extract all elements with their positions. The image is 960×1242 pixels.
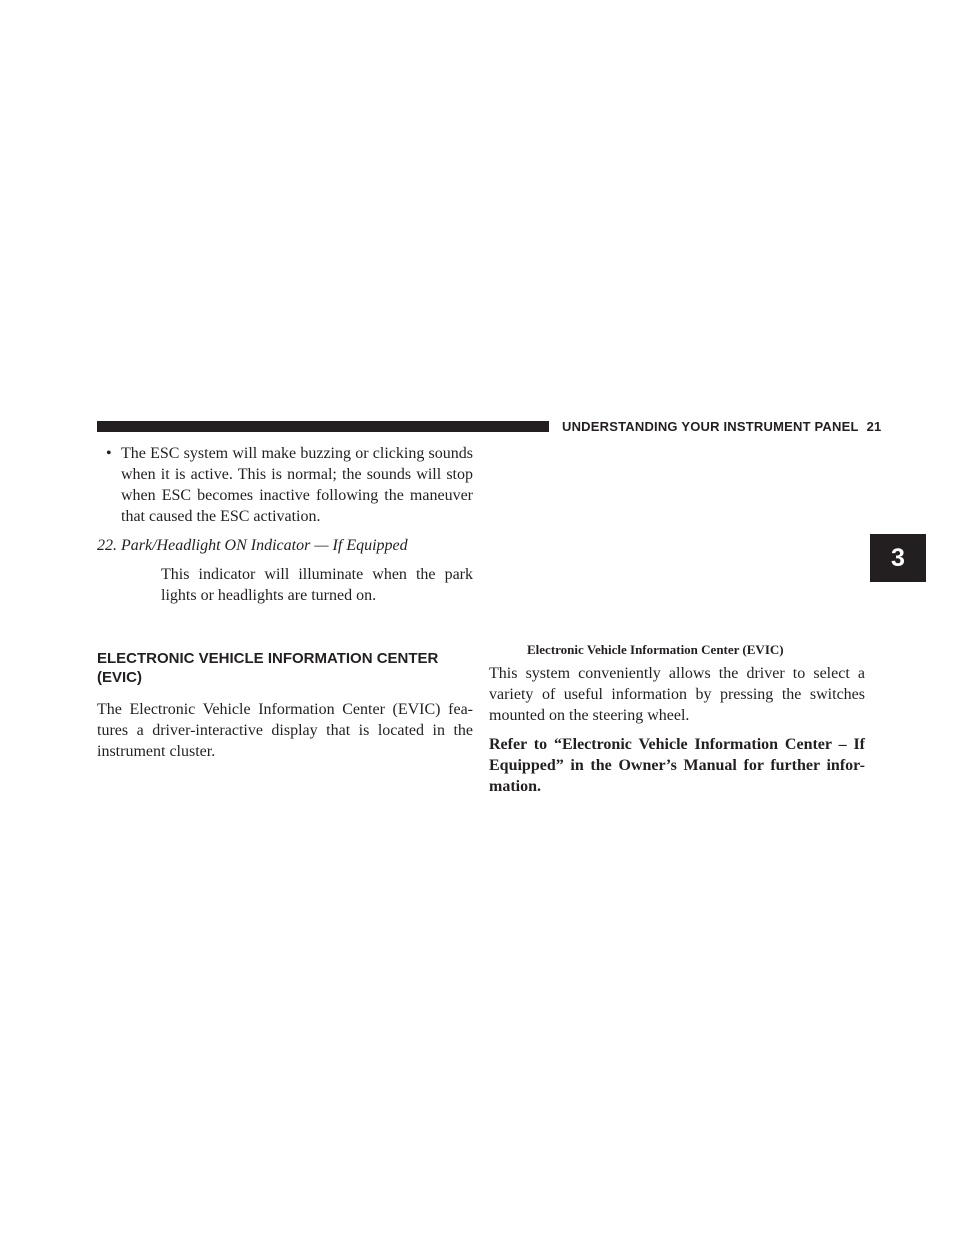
right-body: This system conveniently allows the driver to select a variety of useful information by pressing the switches mounted on the steering wheel.	[489, 665, 865, 724]
reference-note: Refer to “Electronic Vehicle Information Center – If Equipped” in the Owner’s Manual for further infor-mation.	[489, 736, 865, 795]
header-title: UNDERSTANDING YOUR INSTRUMENT PANEL	[562, 419, 859, 434]
right-column	[489, 641, 865, 797]
indicator-heading: 22. Park/Headlight ON Indicator — If Equipped	[97, 537, 408, 554]
bullet-item	[97, 443, 473, 527]
bullet-text: The ESC system will make buzzing or clicking sounds when it is active. This is normal; the sounds will stop when ESC becomes inactive following the maneuver that caused the ESC activation.	[121, 445, 473, 525]
indicator-description: This indicator will illuminate when the park lights or headlights are turned on.	[161, 566, 473, 604]
page-number: 21	[866, 419, 882, 434]
section-heading: ELECTRONIC VEHICLE INFORMATION CENTER (EVIC)	[97, 650, 439, 686]
chapter-tab: 3	[870, 534, 926, 582]
bullet-icon: •	[106, 445, 112, 462]
running-header	[562, 418, 892, 436]
left-column	[97, 443, 473, 762]
figure-caption: Electronic Vehicle Information Center (EVIC)	[527, 642, 784, 657]
header-rule	[97, 421, 549, 432]
section-body: The Electronic Vehicle Information Center (EVIC) fea-tures a driver-interactive display that is located in the instrument cluster.	[97, 701, 473, 760]
